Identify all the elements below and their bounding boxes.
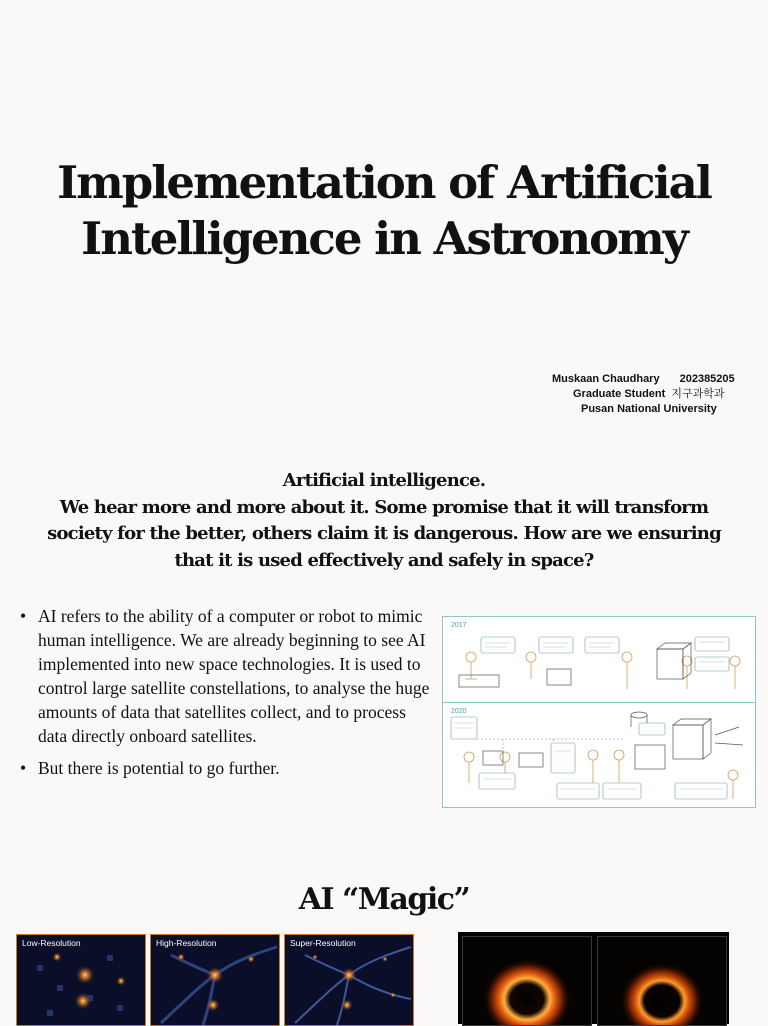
cosmic-web-super-res: [285, 935, 413, 1025]
illustration-2017: [443, 617, 755, 703]
author-name-row: [520, 372, 760, 387]
author-university: Pusan National University: [581, 403, 717, 415]
author-role: Graduate Student: [573, 388, 666, 400]
author-department: 지구과학과: [671, 388, 725, 400]
high-resolution-image: [150, 934, 280, 1026]
diagram-year-2020: 2020: [451, 708, 467, 715]
author-block: [520, 372, 760, 417]
low-resolution-label: Low-Resolution: [22, 938, 81, 948]
intro-line-1: Artificial intelligence.: [282, 470, 486, 491]
author-name: Muskaan Chaudhary: [552, 373, 660, 385]
black-hole-ring-icon: [598, 937, 726, 1025]
author-role-row: [520, 387, 760, 402]
section-title: AI “Magic”: [298, 882, 470, 917]
diagram-year-2017: 2017: [451, 622, 467, 629]
page-title: [40, 155, 728, 267]
title-line-1: Implementation of Artificial: [57, 156, 711, 209]
super-resolution-image: [284, 934, 414, 1026]
bullet-item: • But there is potential to go further.: [18, 756, 438, 780]
bullet-list: [18, 604, 438, 788]
super-resolution-label: Super-Resolution: [290, 938, 356, 948]
intro-paragraph: [40, 468, 728, 574]
intro-line-3: society for the better, others claim it is dangerous. How are we ensuring: [47, 523, 721, 544]
title-line-2: Intelligence in Astronomy: [81, 212, 687, 265]
cosmic-web-low-res: [17, 935, 145, 1025]
low-resolution-image: [16, 934, 146, 1026]
ai-evolution-diagram: [442, 616, 756, 806]
intro-line-4: that it is used effectively and safely in space?: [174, 549, 594, 571]
intro-line-2: We hear more and more about it. Some promise that it will transform: [59, 496, 709, 518]
illustration-2020: [443, 703, 755, 807]
cosmic-web-high-res: [151, 935, 279, 1025]
black-hole-images: [458, 932, 729, 1024]
black-hole-image-reconstructed: [597, 936, 727, 1026]
high-resolution-label: High-Resolution: [156, 938, 217, 948]
student-id: 202385205: [679, 373, 735, 385]
black-hole-image-original: [462, 936, 592, 1026]
black-hole-ring-icon: [463, 937, 591, 1025]
diagram-panel-2017: [442, 616, 756, 704]
diagram-panel-2020: [442, 702, 756, 808]
bullet-item: • AI refers to the ability of a computer or robot to mimic human intelligence. We are already beginning to see AI implemented into new space technologies. It is used to control large satellite constellations, to analyse the huge amounts of data that satellites collect, and to process data directly onboard satellites.: [18, 604, 438, 748]
